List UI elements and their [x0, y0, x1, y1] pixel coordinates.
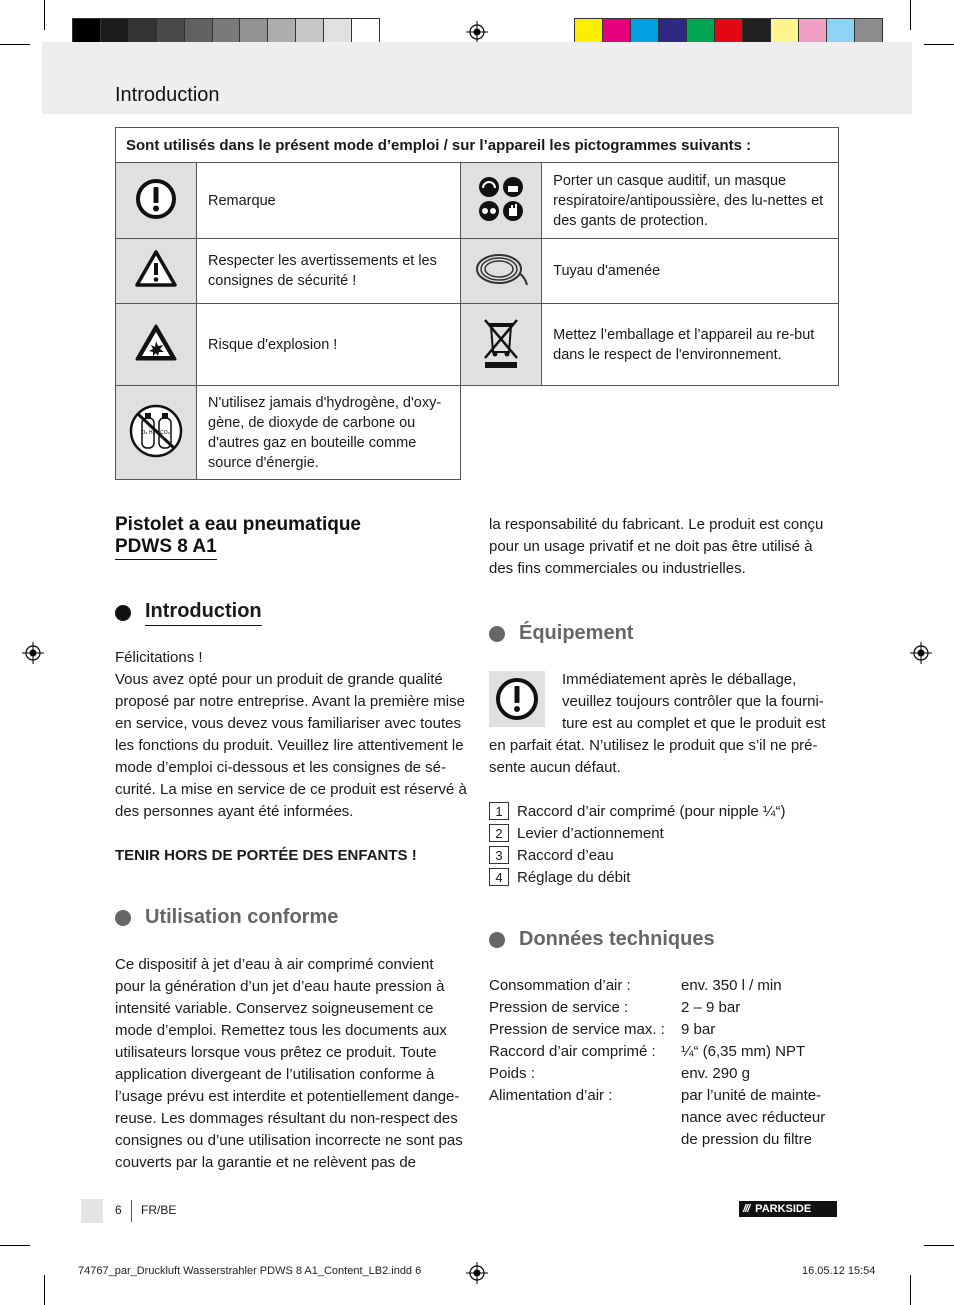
bullet-icon	[115, 910, 131, 926]
bottle-label: CO₂	[160, 429, 170, 436]
list-item: 1 Raccord d’air comprimé (pour nipple ¼“)	[489, 800, 785, 822]
crop-mark	[0, 44, 30, 45]
explosion-warning-icon	[116, 304, 197, 386]
print-slug: 74767_par_Druckluft Wasserstrahler PDWS 8 A1_Content_LB2.indd 6	[78, 1265, 422, 1277]
registration-mark-icon	[466, 21, 488, 43]
no-gas-bottles-icon	[116, 386, 197, 480]
intro-warning: TENIR HORS DE PORTÉE DES ENFANTS !	[115, 847, 417, 864]
bullet-icon	[489, 932, 505, 948]
language-code: FR/BE	[141, 1203, 177, 1217]
exclamation-icon	[116, 163, 197, 239]
pictogram-text: N'utilisez jamais d'hydrogène, d'oxy-gène, de dioxyde de carbone ou d'autres gaz en bouteille comme source d'énergie.	[197, 386, 461, 480]
print-date: 16.05.12 15:54	[802, 1265, 876, 1277]
bullet-icon	[115, 605, 131, 621]
table-row: Pression de service : 2 – 9 bar	[489, 999, 741, 1016]
protective-equipment-icon	[461, 163, 542, 239]
table-row: Poids : env. 290 g	[489, 1065, 750, 1082]
pictogram-table-heading: Sont utilisés dans le présent mode d’emploi / sur l’appareil les pictogrammes suivants :	[116, 128, 839, 163]
pictogram-text: Porter un casque auditif, un masque respiratoire/antipoussière, des lu-nettes et des gants de protection.	[542, 163, 839, 239]
crop-mark	[924, 44, 954, 45]
crop-mark	[924, 1245, 954, 1246]
table-row: Alimentation d’air : par l’unité de mainte-nance avec réducteur de pression du filtre	[489, 1087, 826, 1148]
crossed-bin-icon	[461, 304, 542, 386]
registration-mark-icon	[22, 642, 44, 664]
crop-mark	[44, 0, 45, 30]
pictogram-text: Remarque	[197, 163, 461, 239]
page-title: Introduction	[115, 84, 220, 106]
registration-mark-icon	[466, 1262, 488, 1284]
intro-greeting: Félicitations !	[115, 649, 203, 666]
pictogram-text: Tuyau d'amenée	[542, 239, 839, 304]
section-heading-tech-data: Données techniques	[489, 928, 715, 951]
warning-triangle-icon	[116, 239, 197, 304]
pictogram-text: Risque d'explosion !	[197, 304, 461, 386]
page-tab	[81, 1199, 103, 1223]
bullet-icon	[489, 626, 505, 642]
crop-mark	[910, 0, 911, 30]
intro-body: Vous avez opté pour un produit de grande qualité proposé par notre entreprise. Avant la première mise en service, vous devez vous familiariser avec toutes les fonctions du produit. Veuillez lire attentivement le mode d’emploi ci-dessous et les consignes de sé-curité. La mise en service de ce produit est réservé à des personnes ayant été informées.	[115, 671, 467, 820]
table-row: Consommation d’air : env. 350 l / min	[489, 977, 782, 994]
page-number: 6	[115, 1203, 122, 1217]
registration-mark-icon	[910, 642, 932, 664]
bottle-label: O₂ H₂	[141, 429, 155, 436]
pictogram-table	[115, 127, 839, 480]
parts-list	[489, 800, 785, 888]
list-item: 2 Levier d’actionnement	[489, 822, 785, 844]
product-title: Pistolet a eau pneumatique PDWS 8 A1	[115, 514, 361, 558]
list-item: 3 Raccord d’eau	[489, 844, 785, 866]
table-row: Raccord d’air comprimé : ¼“ (6,35 mm) NPT	[489, 1043, 806, 1060]
crop-mark	[0, 1245, 30, 1246]
section-heading-introduction: Introduction	[115, 600, 262, 626]
section-heading-usage: Utilisation conforme	[115, 906, 338, 929]
crop-mark	[44, 1275, 45, 1305]
equipment-body: Immédiatement après le déballage, veuillez toujours contrôler que la fourni-ture est au complet et que le produit est en parfait état. N’utilisez le produit que s’il ne pré-sente aucun défaut.	[489, 671, 826, 776]
usage-body: Ce dispositif à jet d’eau à air comprimé convient pour la génération d’un jet d’eau haute pression à intensité variable. Conservez soigneusement ce mode d’emploi. Remettez tous les documents aux utilisateurs lorsque vous prêtez ce produit. Toute application divergeant de l’utilisation conforme à l’usage prévu est interdite et potentiellement dange-reuse. Les dommages résultant du non-respect des consignes ou d’une utilisation incorrecte ne sont pas couverts par la garantie et ne relèvent pas de	[115, 956, 463, 1171]
crop-mark	[910, 1275, 911, 1305]
hose-icon	[461, 239, 542, 304]
tech-data-table	[489, 975, 841, 1151]
table-row: Pression de service max. : 9 bar	[489, 1021, 716, 1038]
pictogram-text: Respecter les avertissements et les consignes de sécurité !	[197, 239, 461, 304]
list-item: 4 Réglage du débit	[489, 866, 785, 888]
pictogram-text: Mettez l’emballage et l’appareil au re-but dans le respect de l'environnement.	[542, 304, 839, 386]
footer-divider	[131, 1200, 132, 1222]
usage-body-continued: la responsabilité du fabricant. Le produit est conçu pour un usage privatif et ne doit pas être utilisé à des fins commerciales ou industrielles.	[489, 516, 824, 577]
parkside-logo: /// PARKSIDE	[739, 1201, 837, 1217]
section-heading-equipment: Équipement	[489, 622, 633, 645]
